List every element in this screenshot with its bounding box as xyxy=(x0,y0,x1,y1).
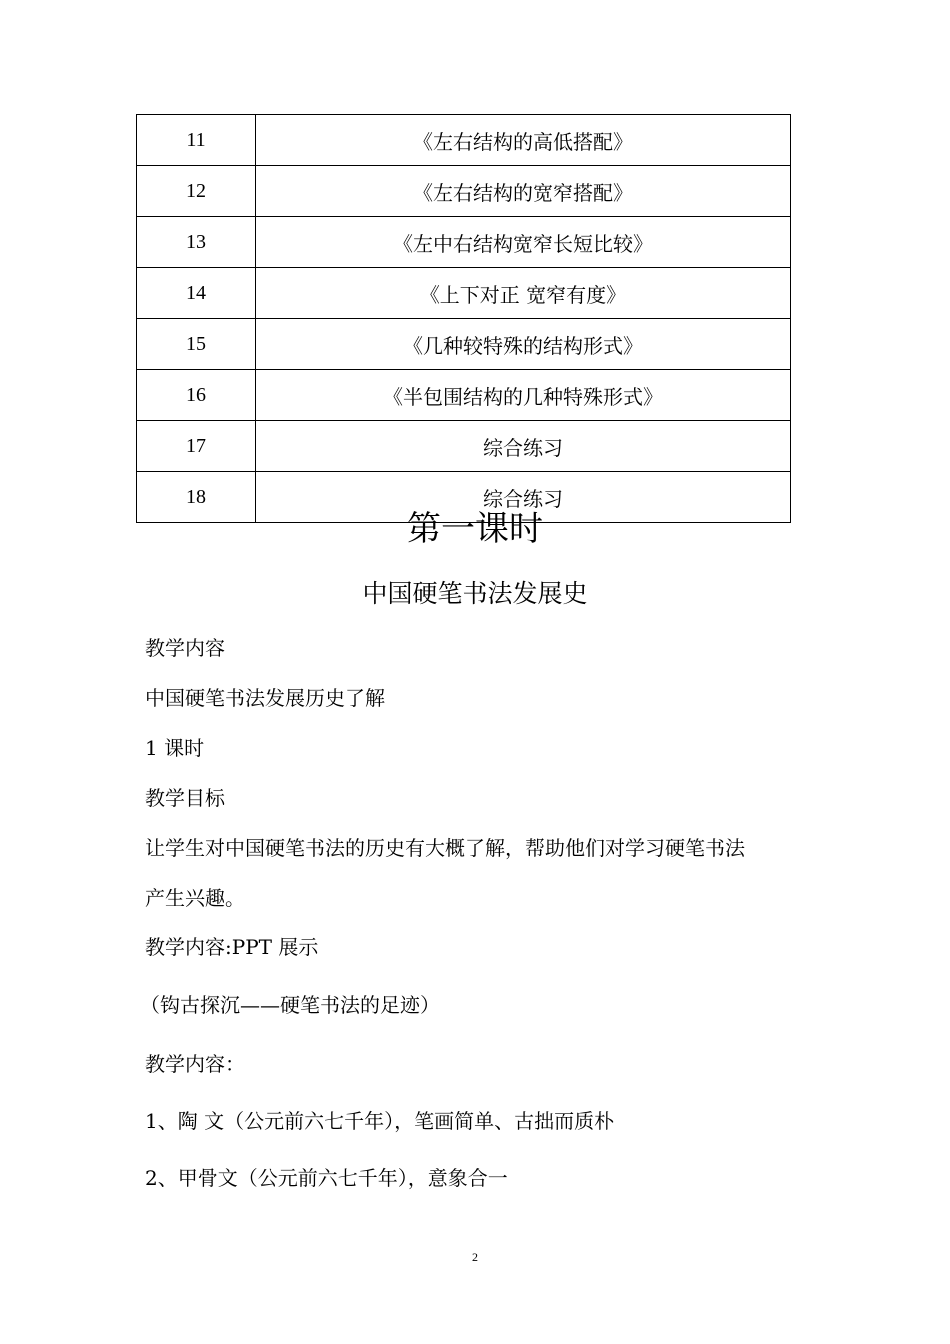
lesson-title-cell: 《几种较特殊的结构形式》 xyxy=(256,319,791,370)
lesson-title-cell: 《左中右结构宽窄长短比较》 xyxy=(256,217,791,268)
lesson-number-cell: 18 xyxy=(137,472,256,523)
lesson-number-cell: 13 xyxy=(137,217,256,268)
table-row xyxy=(137,370,791,421)
table-row xyxy=(137,166,791,217)
lesson-title: 第一课时 xyxy=(407,509,543,549)
goal-text-line-2: 产生兴趣。 xyxy=(145,886,245,910)
table-row xyxy=(137,115,791,166)
lesson-title-cell: 《上下对正 宽窄有度》 xyxy=(256,268,791,319)
lesson-number-cell: 17 xyxy=(137,421,256,472)
table-row xyxy=(137,268,791,319)
goal-text-line-1: 让学生对中国硬笔书法的历史有大概了解，帮助他们对学习硬笔书法 xyxy=(145,836,745,860)
list-item-pottery-script: 1、陶 文（公元前六七千年），笔画简单、古拙而质朴 xyxy=(145,1109,615,1133)
lesson-schedule-table xyxy=(136,114,791,523)
lesson-subtitle: 中国硬笔书法发展史 xyxy=(362,579,588,608)
lesson-title-cell: 综合练习 xyxy=(256,421,791,472)
lesson-title-cell: 《半包围结构的几种特殊形式》 xyxy=(256,370,791,421)
goal-heading: 教学目标 xyxy=(145,786,225,810)
lesson-number-cell: 16 xyxy=(137,370,256,421)
lesson-number-cell: 12 xyxy=(137,166,256,217)
table-row xyxy=(137,319,791,370)
class-hours: 1 课时 xyxy=(145,736,205,760)
lesson-title-cell: 综合练习 xyxy=(256,472,791,523)
lesson-title-cell: 《左右结构的宽窄搭配》 xyxy=(256,166,791,217)
lesson-number-cell: 14 xyxy=(137,268,256,319)
table-row xyxy=(137,421,791,472)
page-number: 2 xyxy=(472,1250,478,1264)
content-heading: 教学内容 xyxy=(145,636,225,660)
ppt-title: （钩古探沉——硬笔书法的足迹） xyxy=(140,993,440,1017)
content-heading-2: 教学内容： xyxy=(145,1052,245,1076)
content-text: 中国硬笔书法发展历史了解 xyxy=(145,686,385,710)
ppt-line: 教学内容:PPT 展示 xyxy=(145,935,319,959)
list-item-oracle-bone-script: 2、甲骨文（公元前六七千年），意象合一 xyxy=(145,1166,508,1190)
lesson-number-cell: 11 xyxy=(137,115,256,166)
lesson-title-cell: 《左右结构的高低搭配》 xyxy=(256,115,791,166)
table-row xyxy=(137,217,791,268)
lesson-number-cell: 15 xyxy=(137,319,256,370)
schedule-table-body xyxy=(137,115,791,523)
